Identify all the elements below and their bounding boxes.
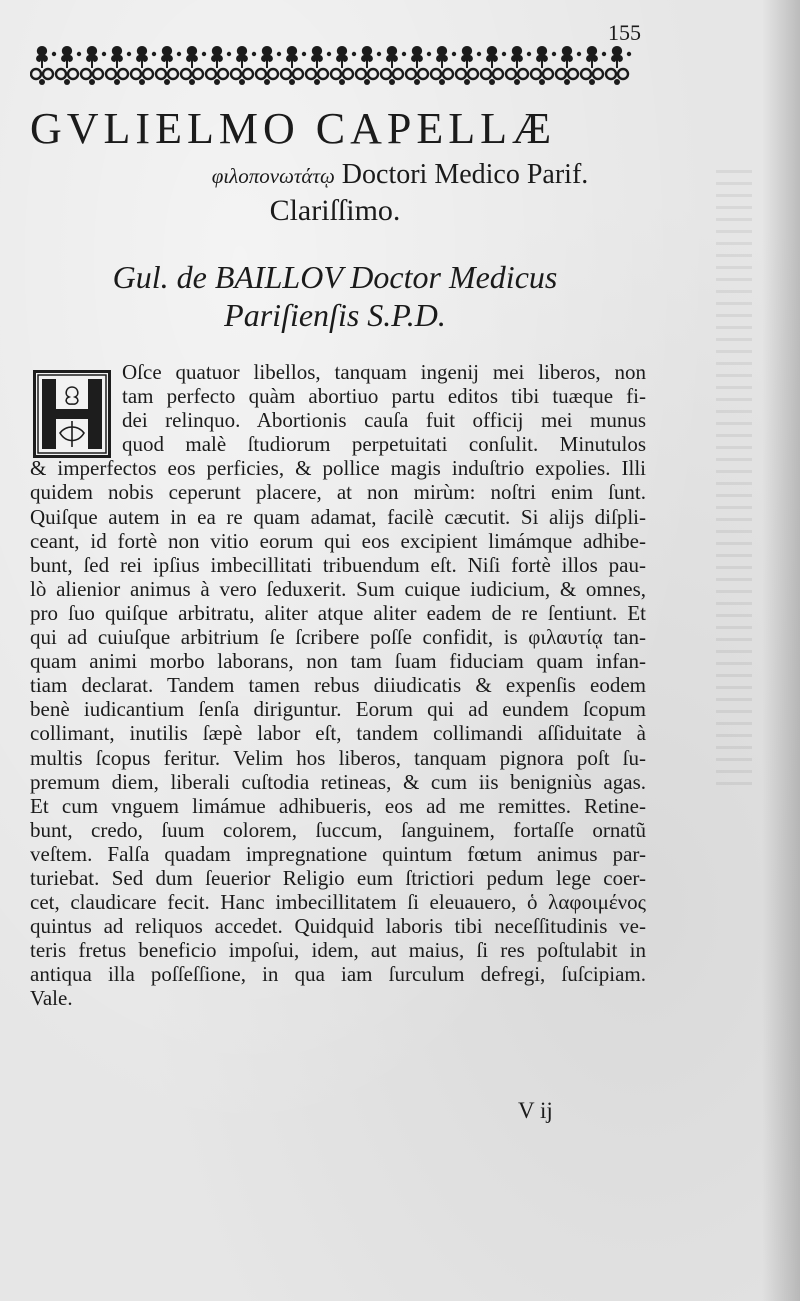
body-line: premum diem, liberali cuſtodia retineas, & cum iis benigniùs agas. <box>30 769 646 794</box>
body-line: antiqua illa poſſeſſione, in qua iam ſurculum defregi, ſuſcipiam. <box>30 962 646 987</box>
body-line: Vale. <box>30 986 73 1011</box>
dedication-line-1 <box>0 158 800 193</box>
body-line: benè iudicantium ſenſa diriguntur. Eorum qui ad eundem ſcopum <box>30 697 646 722</box>
body-line: quod malè ſtudiorum perpetuitati conſulit. Minutulos <box>122 432 646 457</box>
fleuron-ornament-band <box>30 42 640 88</box>
body-line: cet, claudicare fecit. Hanc imbecillitatem ſi eleuauero, ὁ λαφοιμένος <box>30 890 646 915</box>
body-line: multis ſcopus feritur. Velim hos liberos, tanquam pignora poſt ſu- <box>30 745 646 770</box>
body-line: lò alienior animus à vero ſeduxerit. Sum cuique iudicium, & omnes, <box>30 576 646 601</box>
author-line-1: Gul. de BAILLOV Doctor Medicus <box>112 259 558 295</box>
dedication-greek-epithet: φιλοπονωτάτῳ <box>211 164 335 188</box>
body-line: ceant, id fortè non vitio eorum qui eos excipient limámque adhibe- <box>30 528 646 553</box>
body-line: qui ad cuiuſque arbitrium ſe ſcribere poſſe confidit, is φιλαυτίᾳ tan- <box>30 625 646 650</box>
body-line: Et cum vnguem limámue adhibueris, eos ad me remittes. Retine- <box>30 793 646 818</box>
signature-mark: V ij <box>518 1098 553 1123</box>
body-line: quintus ad reliquos accedet. Quidquid laboris tibi neceſſitudinis ve- <box>30 914 646 939</box>
page-title: GVLIELMO CAPELLÆ <box>30 104 557 153</box>
body-line: pro ſuo quiſque arbitratu, aliter atque aliter eadem de re ſentiunt. Et <box>30 600 646 625</box>
body-line: Quiſque autem in ea re quam adamat, facilè cæcutit. Si alijs diſpli- <box>30 504 646 529</box>
body-line: tam perfecto quàm abortiuo partu editos tibi tuæque fi- <box>122 384 646 409</box>
author-line-2: Pariſienſis S.P.D. <box>224 297 446 333</box>
dedication-line-2: Clariſſimo. <box>269 194 401 227</box>
letter-body <box>30 360 646 1011</box>
body-line: veſtem. Falſa quadam impregnatione quintum fœtum animus par- <box>30 841 646 866</box>
body-line: teris fretus beneficio impoſui, idem, aut maius, ſi res poſtulabit in <box>30 938 646 963</box>
body-line: Oſce quatuor libellos, tanquam ingenij mei liberos, non <box>122 360 646 384</box>
body-line: quidem nobis ceperunt placere, at non mirùm: noſtri enim ſunt. <box>30 480 646 505</box>
body-line: bunt, credo, ſuum colorem, ſuccum, ſanguinem, fortaſſe ornatũ <box>30 817 646 842</box>
body-line: quam animi morbo laborans, non tam ſuam fiduciam quam infan- <box>30 649 646 674</box>
body-line: collimant, inutilis ſæpè labor eſt, tandem collimandi aſſiduitate à <box>30 721 646 746</box>
body-line: bunt, ſed rei ipſius imbecillitati tribuendum eſt. Niſi fortè illos pau- <box>30 552 646 577</box>
page-number: 155 <box>608 20 641 45</box>
page-edge-shadow <box>762 0 800 1301</box>
ink-bleed-through <box>716 170 752 790</box>
dedication-recipient: Doctori Medico Parif. <box>341 159 589 190</box>
body-line: turiebat. Sed dum ſeuerior Religio eum ſtrictiori pedum lege coer- <box>30 865 646 890</box>
body-line: tiam declarat. Tandem tamen rebus diiudicatis & expenſis eodem <box>30 673 646 698</box>
body-line: & imperfectos eos perficies, & pollice magis induſtrio expolies. Illi <box>30 456 646 481</box>
body-line: dei relinquo. Abortionis cauſa fuit officij mei munus <box>122 408 646 433</box>
